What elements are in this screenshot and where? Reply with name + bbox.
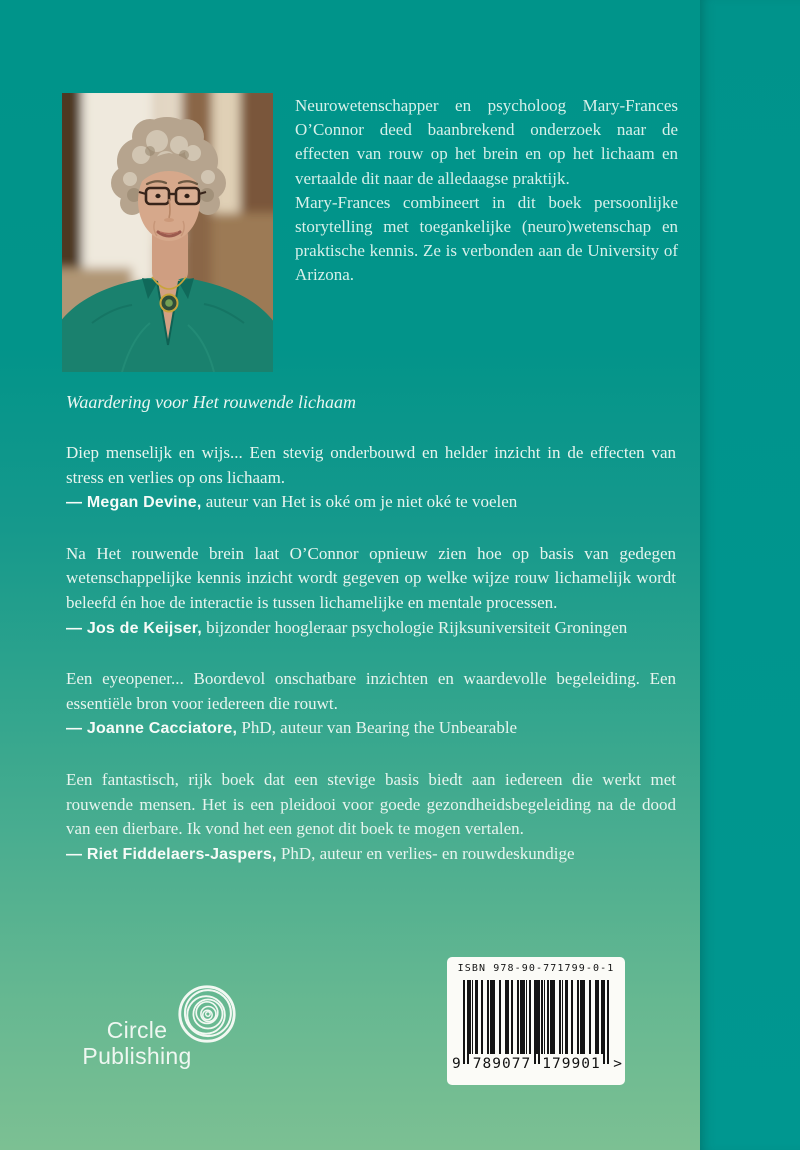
author-bio bbox=[295, 94, 678, 288]
reviewer-credit: PhD, auteur en verlies- en rouwdeskundige bbox=[276, 843, 575, 863]
review-attribution bbox=[66, 490, 676, 516]
review-quote: Een eyeopener... Boordevol onschatbare inzichten en waardevolle begeleiding. Een essentiële bron voor iedereen die rouwt. bbox=[66, 669, 676, 713]
publisher-name bbox=[58, 1017, 216, 1069]
isbn-barcode bbox=[447, 957, 625, 1085]
reviewer-name: — Riet Fiddelaers-Jaspers, bbox=[66, 845, 277, 863]
barcode-digits bbox=[447, 1056, 625, 1078]
reviews-section bbox=[66, 390, 676, 893]
spine-panel bbox=[700, 0, 800, 1150]
publisher-name-line2: Publishing bbox=[82, 1043, 192, 1069]
reviews-heading: Waardering voor Het rouwende lichaam bbox=[66, 392, 356, 412]
barcode-guard-bar bbox=[607, 980, 609, 1064]
review-quote: Na Het rouwende brein laat O’Connor opnieuw zien hoe op basis van gedegen wetenschappelijke kennis inzicht wordt gegeven op welke wijze rouw lichamelijk wordt beleefd én hoe de interactie is tussen lichamelijke en mentale processen. bbox=[66, 543, 676, 612]
review-quote: Een fantastisch, rijk boek dat een stevige basis biedt aan iedereen die werkt met rouwende mensen. Het is een pleidooi voor goede gezondheidsbegeleiding na de dood van een dierbare. Ik vond het een genot dit boek te mogen vertalen. bbox=[66, 769, 676, 839]
review-attribution bbox=[66, 842, 676, 868]
review-item bbox=[66, 768, 676, 867]
reviewer-name: — Joanne Cacciatore, bbox=[66, 720, 238, 738]
review-attribution bbox=[66, 616, 676, 642]
reviewer-name: — Megan Devine, bbox=[66, 494, 202, 512]
review-quote: Diep menselijk en wijs... Een stevig onderbouwd en helder inzicht in de effecten van stress en verlies op ons lichaam. bbox=[66, 443, 676, 487]
reviewer-name: — Jos de Keijser, bbox=[66, 619, 202, 637]
reviewer-credit: bijzonder hoogleraar psychologie Rijksuniversiteit Groningen bbox=[201, 617, 628, 637]
review-item bbox=[66, 441, 676, 516]
barcode-guard-bar bbox=[534, 980, 536, 1064]
review-item bbox=[66, 667, 676, 742]
barcode-guard-bar bbox=[467, 980, 469, 1064]
barcode-end-mark: > bbox=[613, 1056, 622, 1072]
author-portrait-image bbox=[62, 93, 273, 372]
bio-paragraph-2: Mary-Frances combineert in dit boek persoonlijke storytelling met toegankelijke (neuro)wetenschap en praktische kennis. Ze is verbonden aan de University of Arizona. bbox=[295, 192, 678, 285]
author-photo bbox=[62, 93, 273, 372]
barcode-digit-leading: 9 bbox=[452, 1056, 461, 1072]
barcode-digit-group1: 789077 bbox=[472, 1056, 532, 1072]
barcode-guard-bar bbox=[538, 980, 540, 1064]
isbn-label: ISBN 978-90-771799-0-1 bbox=[457, 963, 615, 974]
barcode-digit-group2: 179901 bbox=[542, 1056, 601, 1072]
barcode-guard-bar bbox=[603, 980, 605, 1064]
barcode-guard-bar bbox=[463, 980, 465, 1064]
publisher-name-line1: Circle bbox=[106, 1017, 168, 1043]
reviewer-credit: PhD, auteur van Bearing the Unbearable bbox=[237, 718, 518, 738]
bio-paragraph-1: Neurowetenschapper en psycholoog Mary-Frances O’Connor deed baanbrekend onderzoek naar de effecten van rouw op het brein en op het lichaam en vertaalde dit naar de alledaagse praktijk. bbox=[295, 96, 678, 188]
reviewer-credit: auteur van Het is oké om je niet oké te voelen bbox=[201, 492, 518, 512]
review-attribution bbox=[66, 716, 676, 742]
review-item bbox=[66, 542, 676, 641]
